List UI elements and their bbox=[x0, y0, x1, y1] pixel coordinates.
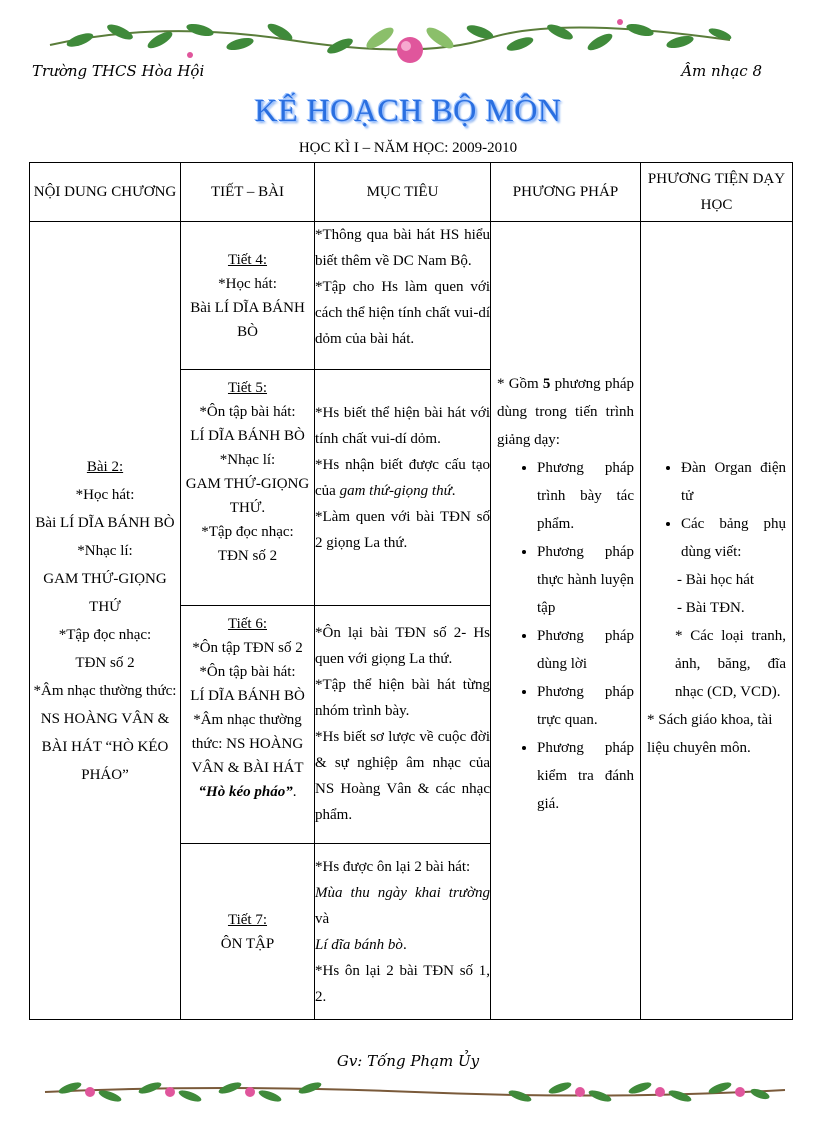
method-item: • Phương pháp thực hành luyện tập bbox=[537, 538, 640, 622]
chapter-line: *Tập đọc nhạc: bbox=[58, 626, 152, 643]
method-item: • Phương pháp trình bày tác phẩm. bbox=[537, 454, 640, 538]
methods-cell bbox=[491, 222, 641, 1020]
methods-intro-prefix: * Gồm bbox=[497, 376, 543, 392]
subject-name: Âm nhạc 8 bbox=[681, 62, 762, 80]
period-line: *Ôn tập TĐN số 2 bbox=[192, 640, 303, 656]
period-line: GAM THỨ-GIỌNG THỨ. bbox=[185, 476, 310, 516]
chapter-line: NS HOÀNG VÂN & BÀI HÁT “HÒ KÉO PHÁO” bbox=[40, 710, 170, 783]
period-line: ÔN TẬP bbox=[220, 935, 275, 952]
equipment-sub: - Bài học hát bbox=[677, 572, 755, 588]
equipment-item: • Các bảng phụ dùng viết: bbox=[681, 510, 792, 566]
period-line: LÍ DĨA BÁNH BÒ bbox=[190, 688, 305, 704]
song-title: Mùa thu ngày khai trường bbox=[315, 884, 490, 901]
equipment-item: • Đàn Organ điện tử bbox=[681, 454, 792, 510]
equipment-note: * Các loại tranh, ảnh, băng, đĩa nhạc (CD, VCD). bbox=[675, 628, 786, 700]
header-goals: MỤC TIÊU bbox=[315, 163, 491, 222]
period-label: Tiết 4: bbox=[227, 251, 268, 268]
period-line-suffix: . bbox=[292, 784, 297, 800]
header-period: TIẾT – BÀI bbox=[181, 163, 315, 222]
goal-text: *Hs nhận biết được cấu tạo của bbox=[315, 457, 490, 499]
period-label: Tiết 6: bbox=[227, 616, 268, 632]
period-label: Tiết 7: bbox=[227, 911, 268, 928]
goal-item bbox=[315, 880, 490, 932]
goal-text: . bbox=[451, 483, 456, 499]
method-item: • Phương pháp kiểm tra đánh giá. bbox=[537, 734, 640, 818]
equipment-sub: - Bài TĐN. bbox=[677, 600, 745, 616]
goals-cell bbox=[315, 370, 491, 606]
page-title: KẾ HOẠCH BỘ MÔN bbox=[254, 92, 562, 128]
chapter-line: *Nhạc lí: bbox=[77, 542, 133, 559]
goal-item: *Hs biết sơ lược về cuộc đời & sự nghiệp âm nhạc của NS Hoàng Vân & các nhạc phẩm. bbox=[315, 729, 490, 823]
goal-text: . bbox=[402, 936, 407, 953]
goal-item: *Thông qua bài hát HS hiểu biết thêm về DC Nam Bộ. bbox=[315, 227, 490, 269]
goal-item: *Làm quen với bài TĐN số 2 giọng La thứ. bbox=[315, 509, 490, 551]
period-line: *Nhạc lí: bbox=[219, 452, 276, 468]
header-garland-decoration bbox=[40, 10, 740, 70]
song-title: Lí dĩa bánh bò bbox=[315, 936, 403, 953]
goal-text: và bbox=[315, 910, 330, 927]
header-chapter: NỘI DUNG CHƯƠNG bbox=[30, 163, 181, 222]
goal-item bbox=[315, 452, 490, 504]
period-cell bbox=[181, 222, 315, 370]
goals-cell bbox=[315, 222, 491, 370]
chapter-line: *Âm nhạc thường thức: bbox=[33, 682, 177, 699]
period-line: *Âm nhạc thường thức: NS HOÀNG VÂN & BÀI HÁT bbox=[191, 712, 304, 776]
equipment-cell bbox=[641, 222, 793, 1020]
goal-item bbox=[315, 932, 490, 958]
equipment-note: * Sách giáo khoa, tài liệu chuyên môn. bbox=[647, 712, 773, 756]
table-row bbox=[30, 222, 793, 370]
method-item: • Phương pháp trực quan. bbox=[537, 678, 640, 734]
period-cell bbox=[181, 370, 315, 606]
goal-item: *Hs được ôn lại 2 bài hát: bbox=[315, 858, 471, 875]
song-title: “Hò kéo pháo” bbox=[198, 784, 293, 800]
chapter-cell bbox=[30, 222, 181, 1020]
header-equipment: PHƯƠNG TIỆN DẠY HỌC bbox=[641, 163, 793, 222]
chapter-line: TĐN số 2 bbox=[75, 654, 135, 671]
chapter-line: Bài LÍ DĨA BÁNH BÒ bbox=[35, 514, 175, 531]
period-label: Tiết 5: bbox=[227, 380, 268, 396]
goals-cell bbox=[315, 844, 491, 1020]
plan-table bbox=[29, 162, 793, 1020]
period-line: *Tập đọc nhạc: bbox=[201, 524, 294, 540]
method-item: • Phương pháp dùng lời bbox=[537, 622, 640, 678]
header-methods: PHƯƠNG PHÁP bbox=[491, 163, 641, 222]
period-line: *Ôn tập bài hát: bbox=[199, 664, 296, 680]
period-line: Bài LÍ DĨA BÁNH BÒ bbox=[190, 299, 305, 340]
period-cell bbox=[181, 844, 315, 1020]
goal-item: *Ôn lại bài TĐN số 2- Hs quen với giọng La thứ. bbox=[315, 625, 490, 667]
school-name: Trường THCS Hòa Hội bbox=[32, 62, 205, 80]
period-line bbox=[181, 780, 314, 804]
goal-item: *Hs ôn lại 2 bài TĐN số 1, 2. bbox=[315, 962, 490, 1005]
methods-intro bbox=[491, 370, 640, 454]
period-line: *Học hát: bbox=[218, 275, 277, 292]
period-line: TĐN số 2 bbox=[217, 548, 278, 564]
period-cell bbox=[181, 606, 315, 844]
methods-count: 5 bbox=[542, 376, 551, 392]
chapter-line: *Học hát: bbox=[75, 486, 135, 503]
goal-item: *Hs biết thể hiện bài hát với tính chất vui-dí dỏm. bbox=[315, 405, 490, 447]
period-line: *Ôn tập bài hát: bbox=[199, 404, 296, 420]
period-line: LÍ DĨA BÁNH BÒ bbox=[190, 428, 305, 444]
goal-item: *Tập thể hiện bài hát từng nhóm trình bày. bbox=[315, 677, 490, 719]
goal-item: *Tập cho Hs làm quen với cách thể hiện tính chất vui-dí dỏm của bài hát. bbox=[315, 279, 490, 347]
goal-italic-text: gam thứ-giọng thứ bbox=[339, 483, 452, 499]
goals-cell bbox=[315, 606, 491, 844]
methods-list bbox=[491, 454, 640, 818]
chapter-line: GAM THỨ-GIỌNG THỨ bbox=[43, 570, 167, 615]
page-subtitle: HỌC KÌ I – NĂM HỌC: 2009-2010 bbox=[298, 140, 518, 156]
equipment-list bbox=[641, 454, 792, 566]
teacher-name: Gv: Tống Phạm Ủy bbox=[336, 1052, 480, 1070]
table-header-row bbox=[30, 163, 793, 222]
methods-intro-suffix: phương pháp dùng trong tiến trình giảng dạy: bbox=[497, 376, 634, 448]
footer-garland-decoration bbox=[40, 1070, 790, 1110]
chapter-lesson: Bài 2: bbox=[86, 458, 124, 475]
